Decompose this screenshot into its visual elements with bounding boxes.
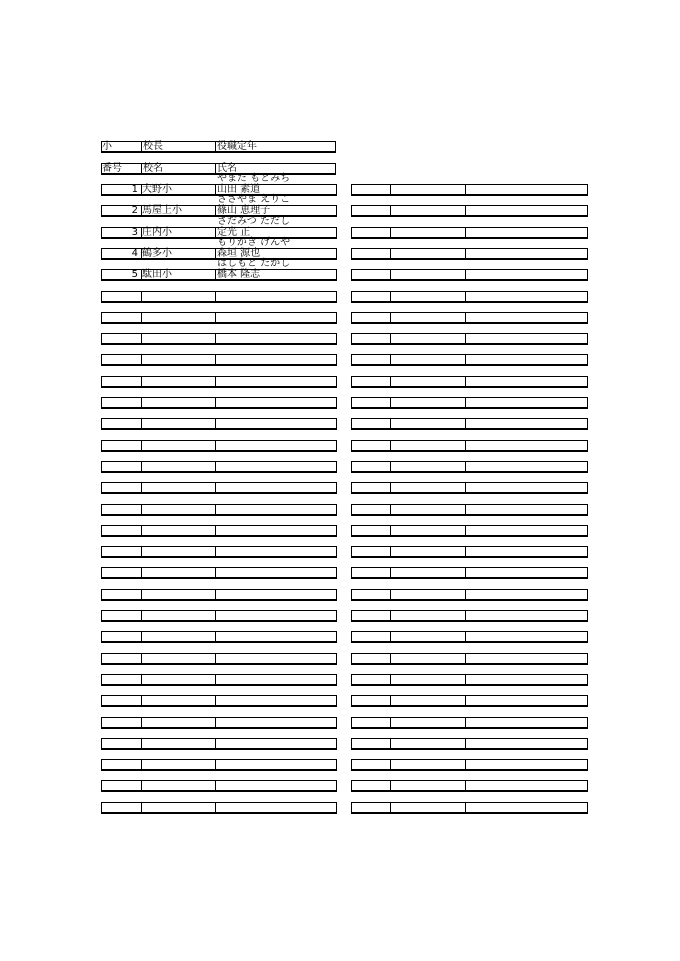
principal-name: 山田 素道 [217, 184, 261, 195]
right-table-cell [351, 567, 391, 579]
school-name: 大野小 [142, 184, 172, 195]
right-table-cell [465, 440, 588, 452]
right-table-cell [351, 780, 391, 792]
left-table-cell [215, 397, 337, 409]
left-table-cell [215, 759, 337, 771]
right-table-cell [465, 525, 588, 537]
right-table-cell [390, 291, 466, 303]
principal-name: 森垣 源也 [217, 248, 261, 259]
principal-name: 篠山 恵理子 [217, 205, 271, 216]
principal-name-kana: はしもと たかし [217, 258, 291, 269]
right-table-cell [465, 589, 588, 601]
right-table-cell [351, 333, 391, 345]
right-table-cell [351, 610, 391, 622]
right-table-cell [465, 738, 588, 750]
school-name: 鶴多小 [142, 248, 172, 259]
right-table-cell [390, 674, 466, 686]
header-col2-label: 校長 [143, 141, 163, 152]
left-table-cell [101, 567, 142, 579]
right-table-cell [390, 461, 466, 473]
left-table-cell [141, 589, 216, 601]
left-table-cell [215, 589, 337, 601]
right-table-cell [390, 695, 466, 707]
right-table-cell [465, 376, 588, 388]
left-table-cell [141, 440, 216, 452]
header-school-label: 校名 [143, 163, 163, 174]
right-table-cell [351, 759, 391, 771]
right-table-cell [390, 269, 466, 281]
right-table-cell [390, 610, 466, 622]
right-table-cell [351, 227, 391, 239]
left-table-cell [215, 440, 337, 452]
right-table-cell [465, 567, 588, 579]
right-table-cell [465, 312, 588, 324]
header-name-label: 氏名 [217, 163, 237, 174]
right-table-cell [390, 802, 466, 814]
left-table-cell [215, 802, 337, 814]
left-table-cell [101, 653, 142, 665]
left-table-cell [215, 717, 337, 729]
left-table-cell [101, 695, 142, 707]
left-table-cell [215, 376, 337, 388]
left-table-cell [101, 354, 142, 366]
right-table-cell [390, 482, 466, 494]
left-table-cell [141, 546, 216, 558]
left-table-cell [141, 418, 216, 430]
right-table-cell [465, 780, 588, 792]
left-table-cell [141, 397, 216, 409]
left-table-cell [215, 482, 337, 494]
left-table-cell [141, 695, 216, 707]
right-table-cell [351, 354, 391, 366]
right-table-cell [351, 269, 391, 281]
school-name: 庄内小 [142, 227, 172, 238]
left-table-cell [101, 333, 142, 345]
right-table-cell [390, 248, 466, 260]
left-table-cell [141, 525, 216, 537]
left-table-cell [141, 504, 216, 516]
left-table-cell [101, 440, 142, 452]
left-table-cell [215, 674, 337, 686]
right-table-cell [465, 184, 588, 196]
left-table-cell [141, 738, 216, 750]
right-table-cell [351, 695, 391, 707]
left-table-cell [215, 525, 337, 537]
right-table-cell [390, 546, 466, 558]
right-table-cell [351, 248, 391, 260]
row-number: 1 [131, 184, 138, 195]
right-table-cell [465, 248, 588, 260]
left-table-cell [101, 291, 142, 303]
left-table-cell [101, 674, 142, 686]
left-table-cell [215, 312, 337, 324]
right-table-cell [465, 482, 588, 494]
left-table-cell [215, 631, 337, 643]
left-table-cell [141, 759, 216, 771]
left-table-cell [141, 567, 216, 579]
right-table-cell [351, 738, 391, 750]
left-table-cell [215, 461, 337, 473]
left-table-cell [101, 631, 142, 643]
left-table-cell [215, 653, 337, 665]
right-table-cell [351, 546, 391, 558]
header-row2-separator [215, 163, 216, 175]
left-table-cell [101, 482, 142, 494]
right-table-cell [351, 525, 391, 537]
right-table-cell [351, 504, 391, 516]
left-table-cell [141, 333, 216, 345]
school-name: 駄田小 [142, 269, 172, 280]
principal-name: 定光 正 [217, 227, 251, 238]
right-table-cell [465, 717, 588, 729]
row-number: 4 [131, 248, 138, 259]
right-table-cell [390, 525, 466, 537]
left-table-cell [215, 695, 337, 707]
right-table-cell [390, 759, 466, 771]
right-table-cell [390, 653, 466, 665]
right-table-cell [465, 397, 588, 409]
left-table-cell [101, 546, 142, 558]
right-table-cell [351, 589, 391, 601]
left-table-cell [215, 546, 337, 558]
right-table-cell [351, 312, 391, 324]
right-table-cell [390, 397, 466, 409]
header-col1-label: 小 [102, 141, 112, 152]
left-table-cell [101, 717, 142, 729]
right-table-cell [390, 227, 466, 239]
right-table-cell [390, 440, 466, 452]
header-row2-separator [141, 163, 142, 175]
left-table-cell [215, 354, 337, 366]
right-table-cell [390, 376, 466, 388]
left-table-cell [141, 610, 216, 622]
left-table-cell [141, 291, 216, 303]
left-table-cell [101, 759, 142, 771]
right-table-cell [351, 418, 391, 430]
right-table-cell [351, 291, 391, 303]
right-table-cell [390, 418, 466, 430]
right-table-cell [390, 504, 466, 516]
right-table-cell [351, 653, 391, 665]
right-table-cell [390, 333, 466, 345]
right-table-cell [351, 376, 391, 388]
principal-name-kana: さだみつ ただし [217, 216, 290, 227]
left-table-cell [101, 418, 142, 430]
principal-name-kana: もりがき げんや [217, 237, 291, 248]
left-table-cell [101, 780, 142, 792]
right-table-cell [351, 397, 391, 409]
left-table-cell [141, 631, 216, 643]
left-table-cell [141, 717, 216, 729]
left-table-cell [215, 418, 337, 430]
right-table-cell [351, 717, 391, 729]
right-table-cell [390, 780, 466, 792]
left-table-cell [215, 738, 337, 750]
right-table-cell [465, 802, 588, 814]
header-row1-separator [215, 141, 216, 153]
left-table-cell [141, 482, 216, 494]
right-table-cell [390, 717, 466, 729]
right-table-cell [465, 695, 588, 707]
left-table-cell [101, 397, 142, 409]
right-table-cell [351, 631, 391, 643]
row-number: 2 [131, 205, 138, 216]
principal-name: 橋本 隆志 [217, 269, 261, 280]
left-table-cell [101, 589, 142, 601]
right-table-cell [465, 546, 588, 558]
left-table-cell [215, 291, 337, 303]
right-table-cell [351, 184, 391, 196]
row-number: 5 [131, 269, 138, 280]
right-table-cell [351, 440, 391, 452]
left-table-cell [215, 610, 337, 622]
principal-name-kana: ささやま えりこ [217, 194, 291, 205]
right-table-cell [390, 312, 466, 324]
left-table-cell [141, 780, 216, 792]
right-table-cell [465, 610, 588, 622]
right-table-cell [351, 482, 391, 494]
right-table-cell [465, 653, 588, 665]
left-table-cell [101, 461, 142, 473]
left-table-cell [215, 333, 337, 345]
right-table-cell [465, 333, 588, 345]
header-col3-label: 役職定年 [217, 141, 257, 152]
right-table-cell [465, 631, 588, 643]
right-table-cell [465, 418, 588, 430]
left-table-cell [141, 354, 216, 366]
right-table-cell [390, 631, 466, 643]
left-table-cell [101, 312, 142, 324]
left-table-cell [141, 376, 216, 388]
left-table-cell [141, 802, 216, 814]
right-table-cell [465, 291, 588, 303]
left-table-cell [101, 504, 142, 516]
left-table-cell [141, 674, 216, 686]
right-table-cell [465, 227, 588, 239]
right-table-cell [390, 567, 466, 579]
right-table-cell [351, 205, 391, 217]
left-table-cell [215, 780, 337, 792]
right-table-cell [390, 184, 466, 196]
right-table-cell [465, 269, 588, 281]
right-table-cell [390, 205, 466, 217]
right-table-cell [390, 738, 466, 750]
right-table-cell [465, 205, 588, 217]
right-table-cell [351, 802, 391, 814]
right-table-cell [465, 354, 588, 366]
left-table-cell [141, 312, 216, 324]
left-table-cell [101, 525, 142, 537]
right-table-cell [465, 461, 588, 473]
right-table-cell [465, 759, 588, 771]
left-table-cell [215, 567, 337, 579]
right-table-cell [465, 504, 588, 516]
principal-name-kana: やまだ もとみち [217, 173, 291, 184]
left-table-cell [101, 738, 142, 750]
right-table-cell [351, 461, 391, 473]
school-name: 馬屋上小 [142, 205, 182, 216]
right-table-cell [390, 354, 466, 366]
right-table-cell [465, 674, 588, 686]
left-table-cell [101, 802, 142, 814]
left-table-cell [215, 504, 337, 516]
right-table-cell [351, 674, 391, 686]
left-table-cell [141, 653, 216, 665]
header-number-label: 番号 [102, 163, 122, 174]
right-table-cell [390, 589, 466, 601]
left-table-cell [141, 461, 216, 473]
left-table-cell [101, 610, 142, 622]
left-table-cell [101, 376, 142, 388]
header-row1-separator [141, 141, 142, 153]
row-number: 3 [131, 227, 138, 238]
